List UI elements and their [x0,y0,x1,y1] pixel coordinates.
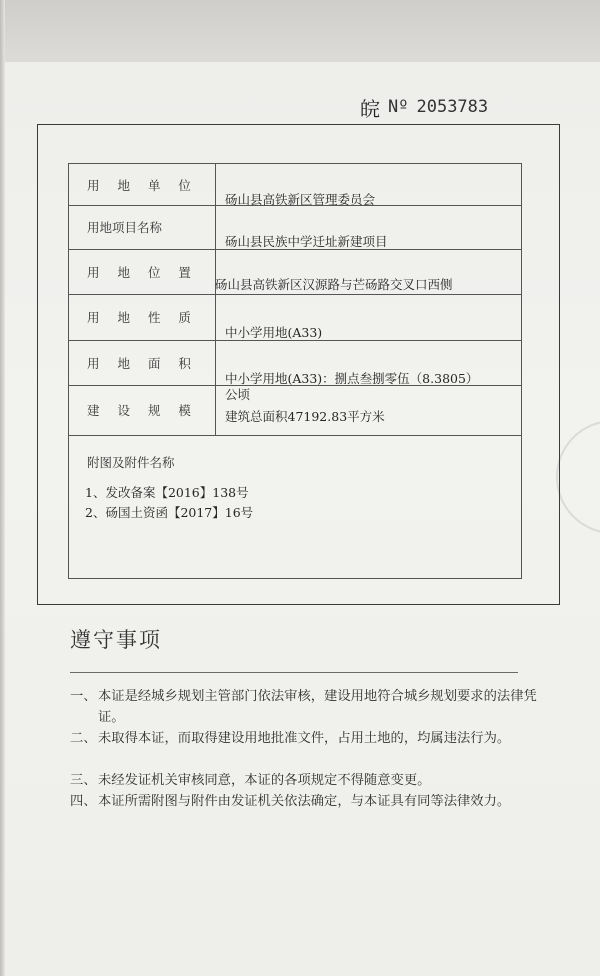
annex-item: 1、发改备案【2016】138号 [85,485,249,500]
row-label: 用地项目名称 [69,205,216,249]
row-value: 中小学用地(A33) [225,325,323,340]
row-value: 砀山县民族中学迁址新建项目 [225,234,388,249]
notice-item: 一、 本证是经城乡规划主管部门依法审核，建设用地符合城乡规划要求的法律凭证。 [70,689,537,725]
table-row-nature [69,294,521,341]
serial-number: 2053783 [416,97,489,117]
notice-item: 二、 未取得本证，而取得建设用地批准文件，占用土地的，均属违法行为。 [70,731,511,746]
table-row-unit [69,164,521,206]
notice-divider [70,672,518,673]
table-row-area [69,340,521,386]
scan-top-band [0,0,600,62]
table-row-scale [69,385,521,436]
land-use-table [68,163,522,579]
row-label: 用 地 性 质 [69,294,216,340]
row-value: 砀山县高铁新区汉源路与芒砀路交叉口西侧 [215,277,453,292]
row-value: 中小学用地(A33)：捌点叁捌零伍（8.3805） [225,371,479,386]
annex-label: 附图及附件名称 [87,455,175,470]
annex-section [69,435,521,578]
row-label: 用 地 面 积 [69,340,216,385]
row-label: 用 地 单 位 [69,164,216,205]
row-label: 建 设 规 模 [69,385,216,435]
table-row-project [69,205,521,250]
row-value: 砀山县高铁新区管理委员会 [225,192,376,207]
notice-item: 四、 本证所需附图与附件由发证机关依法确定，与本证具有同等法律效力。 [70,794,511,809]
row-value: 公顷 建筑总面积47192.83平方米 [225,387,385,424]
area-unit: 公顷 [225,387,251,402]
table-row-location [69,249,521,295]
notice-item: 三、 未经发证机关审核同意，本证的各项规定不得随意变更。 [70,773,431,788]
serial-province: 皖 [360,96,380,121]
annex-item: 2、砀国土资函【2017】16号 [85,505,254,520]
notice-title: 遵守事项 [70,628,162,652]
certificate-serial [360,94,510,120]
page-edge-shadow [0,0,5,976]
serial-prefix: Nº [388,97,409,117]
row-label: 用 地 位 置 [69,249,216,294]
